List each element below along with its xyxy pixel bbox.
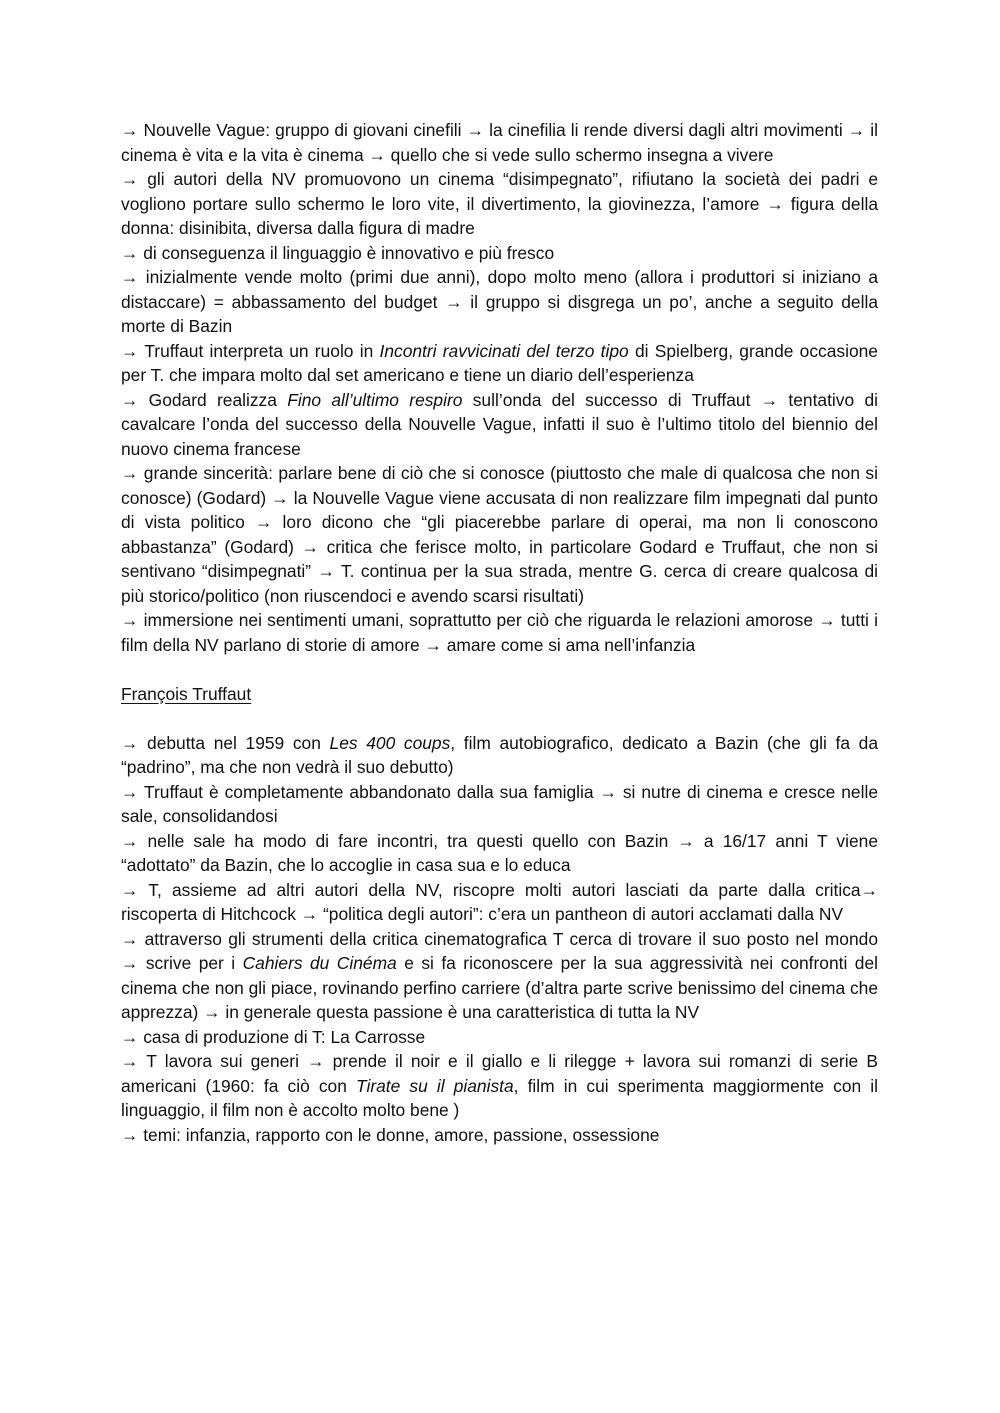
paragraph-hitchcock: → T, assieme ad altri autori della NV, riscopre molti autori lasciati da parte dalla critica→ riscoperta di Hitchcock → “politica degli autori”: c’era un pantheon di autori acclamati dalla NV (121, 879, 878, 924)
paragraph-godard-respiro: → Godard realizza Fino all’ultimo respiro sull’onda del successo di Truffaut → tentativo di cavalcare l’onda del successo della Nouvelle Vague, infatti il suo è l’ultimo titolo del biennio del nuovo cinema francese (121, 389, 878, 459)
paragraph-generi: → T lavora sui generi → prende il noir e il giallo e li rilegge + lavora sui romanzi di serie B americani (1960: fa ciò con Tirate su il pianista, film in cui sperimenta maggiormente con il linguaggio, il film non è accolto molto bene ) (121, 1051, 878, 1120)
paragraph-temi: → temi: infanzia, rapporto con le donne, amore, passione, ossessione (121, 1124, 660, 1145)
film-title: Incontri ravvicinati del terzo tipo (379, 340, 629, 361)
paragraph-nv-linguaggio: → di conseguenza il linguaggio è innovativo e più fresco (121, 242, 555, 263)
paragraph-sincerita: → grande sincerità: parlare bene di ciò che si conosce (piuttosto che male di qualcosa che non si conosce) (Godard) → la Nouvelle Vague viene accusata di non realizzare film impegnati dal punto di vista politico → loro dicono che “gli piacerebbe parlare di operai, ma non li conoscono abbastanza” (Godard) → critica che ferisce molto, in particolare Godard e Truffaut, che non si sentivano “disimpegnati” → T. continua per la sua strada, mentre G. cerca di creare qualcosa di più storico/politico (non riuscendoci e avendo scarsi risultati) (121, 463, 878, 606)
document-page (121, 118, 878, 1147)
paragraph-critica: → attraverso gli strumenti della critica cinematografica T cerca di trovare il suo posto nel mondo → scrive per i Cahiers du Cinéma e si fa riconoscere per la sua aggressività nei confronti del cinema che non gli piace, rovinando perfino carriere (d’altra parte scrive benissimo del cinema che apprezza) → in generale questa passione è una caratteristica di tutta la NV (121, 928, 878, 1022)
spacer (121, 657, 878, 682)
spacer (121, 706, 878, 731)
paragraph-nv-vendite: → inizialmente vende molto (primi due anni), dopo molto meno (allora i produttori si iniziano a distaccare) = abbassamento del budget → il gruppo si disgrega un po’, anche a seguito della morte di Bazin (121, 267, 878, 336)
paragraph-debutto: → debutta nel 1959 con Les 400 coups, film autobiografico, dedicato a Bazin (che gli fa da “padrino”, ma che non vedrà il suo debutto) (121, 732, 879, 777)
film-title: Les 400 coups (329, 732, 451, 753)
film-title: Fino all’ultimo respiro (287, 389, 463, 410)
paragraph-sentimenti: → immersione nei sentimenti umani, soprattutto per ciò che riguarda le relazioni amorose → tutti i film della NV parlano di storie di amore → amare come si ama nell’infanzia (121, 610, 878, 655)
paragraph-nv-disimpegnato: → gli autori della NV promuovono un cinema “disimpegnato”, rifiutano la società dei padri e vogliono portare sullo schermo le loro vite, il divertimento, la giovinezza, l’amore → figura della donna: disinibita, diversa dalla figura di madre (121, 169, 878, 238)
paragraph-bazin: → nelle sale ha modo di fare incontri, tra questi quello con Bazin → a 16/17 anni T viene “adottato” da Bazin, che lo accoglie in casa sua e lo educa (121, 830, 878, 875)
film-title: Tirate su il pianista (356, 1075, 514, 1096)
paragraph-produzione: → casa di produzione di T: La Carrosse (121, 1026, 426, 1047)
paragraph-famiglia: → Truffaut è completamente abbandonato dalla sua famiglia → si nutre di cinema e cresce nelle sale, consolidandosi (121, 781, 878, 826)
section-heading-truffaut: François Truffaut (121, 683, 252, 704)
paragraph-truffaut-spielberg: → Truffaut interpreta un ruolo in Incontri ravvicinati del terzo tipo di Spielberg, grande occasione per T. che impara molto dal set americano e tiene un diario dell’esperienza (121, 340, 878, 385)
magazine-title: Cahiers du Cinéma (242, 953, 397, 973)
paragraph-nv-intro: → Nouvelle Vague: gruppo di giovani cinefili → la cinefilia li rende diversi dagli altri movimenti → il cinema è vita e la vita è cinema → quello che si vede sullo schermo insegna a vivere (121, 120, 878, 165)
